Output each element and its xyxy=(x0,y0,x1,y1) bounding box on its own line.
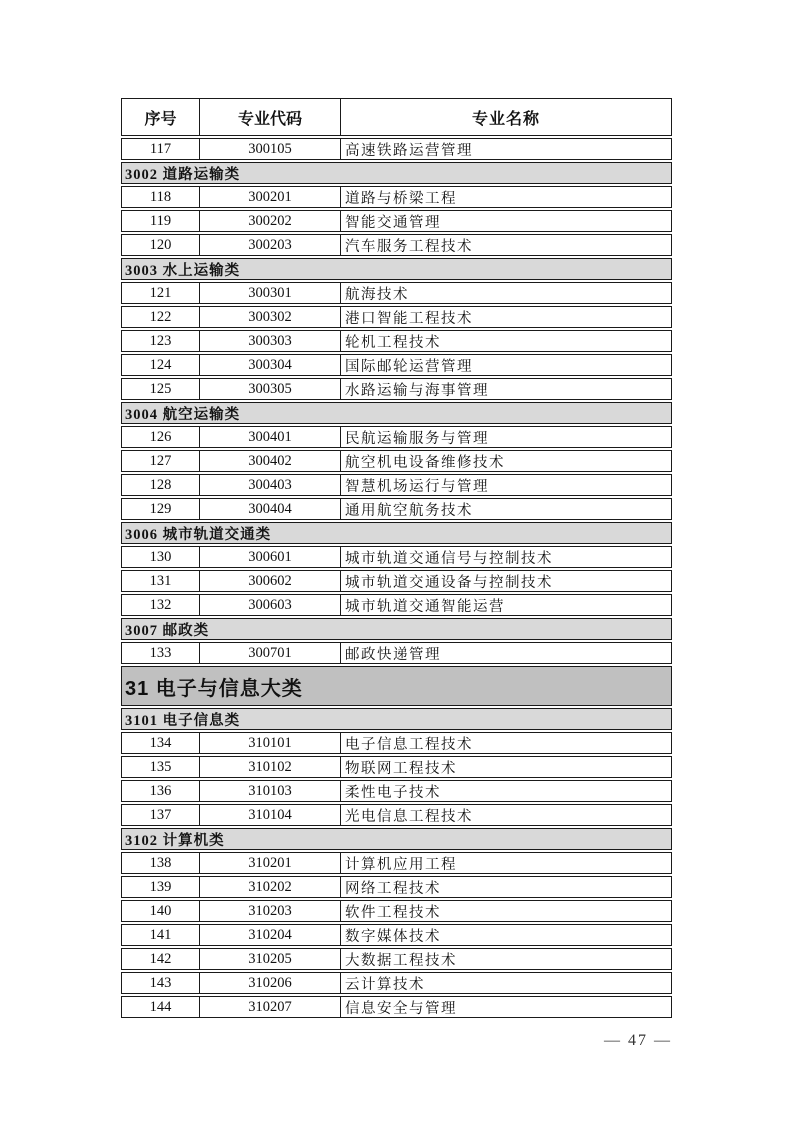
row-cell-no: 138 xyxy=(149,854,172,871)
row-cell-name: 民航运输服务与管理 xyxy=(345,430,489,447)
table-row xyxy=(121,876,672,898)
table-row xyxy=(121,594,672,616)
row-cell-name: 计算机应用工程 xyxy=(345,856,457,873)
row-cell-no: 120 xyxy=(149,236,172,253)
header-cell-name: 专业名称 xyxy=(471,110,540,128)
row-cell-name: 汽车服务工程技术 xyxy=(345,238,473,255)
row-cell-no: 131 xyxy=(149,572,172,589)
row-cell-code: 300105 xyxy=(199,139,341,159)
page-number: — 47 — xyxy=(604,1032,672,1049)
row-cell-no: 118 xyxy=(149,188,172,205)
row-cell-no: 137 xyxy=(149,806,172,823)
row-cell-code: 300301 xyxy=(199,283,341,303)
row-cell-code: 310103 xyxy=(199,781,341,801)
row-cell-code: 300701 xyxy=(199,643,341,663)
row-cell-name: 通用航空航务技术 xyxy=(345,502,473,519)
row-cell-name: 网络工程技术 xyxy=(345,880,441,897)
row-cell-no: 119 xyxy=(149,212,172,229)
majors-table xyxy=(121,98,672,1020)
row-cell-code: 310201 xyxy=(199,853,341,873)
row-cell-no: 144 xyxy=(149,998,172,1015)
table-row xyxy=(121,234,672,256)
table-row xyxy=(121,924,672,946)
table-row xyxy=(121,900,672,922)
row-cell-code: 300403 xyxy=(199,475,341,495)
category-header: 3003 水上运输类 xyxy=(121,258,672,280)
category-header: 3007 邮政类 xyxy=(121,618,672,640)
row-cell-no: 125 xyxy=(149,380,172,397)
row-cell-name: 柔性电子技术 xyxy=(345,784,441,801)
table-row xyxy=(121,426,672,448)
table-row xyxy=(121,732,672,754)
row-cell-no: 121 xyxy=(149,284,172,301)
row-cell-code: 310104 xyxy=(199,805,341,825)
row-cell-no: 124 xyxy=(149,356,172,373)
row-cell-no: 127 xyxy=(149,452,172,469)
row-cell-name: 港口智能工程技术 xyxy=(345,310,473,327)
table-body xyxy=(121,138,672,1018)
row-cell-name: 高速铁路运营管理 xyxy=(345,142,473,159)
row-cell-name: 国际邮轮运营管理 xyxy=(345,358,473,375)
header-cell-code: 专业代码 xyxy=(199,99,341,135)
row-cell-code: 300402 xyxy=(199,451,341,471)
row-cell-code: 300302 xyxy=(199,307,341,327)
row-cell-no: 129 xyxy=(149,500,172,517)
row-cell-code: 300601 xyxy=(199,547,341,567)
category-header: 3101 电子信息类 xyxy=(121,708,672,730)
row-cell-name: 城市轨道交通设备与控制技术 xyxy=(345,574,553,591)
row-cell-code: 300202 xyxy=(199,211,341,231)
row-cell-name: 信息安全与管理 xyxy=(345,1000,457,1017)
row-cell-no: 128 xyxy=(149,476,172,493)
table-row xyxy=(121,498,672,520)
row-cell-name: 航空机电设备维修技术 xyxy=(345,454,505,471)
row-cell-code: 310204 xyxy=(199,925,341,945)
row-cell-no: 134 xyxy=(149,734,172,751)
row-cell-code: 300203 xyxy=(199,235,341,255)
row-cell-no: 132 xyxy=(149,596,172,613)
row-cell-code: 300602 xyxy=(199,571,341,591)
row-cell-no: 142 xyxy=(149,950,172,967)
table-header-row xyxy=(121,98,672,136)
row-cell-name: 大数据工程技术 xyxy=(345,952,457,969)
row-cell-code: 300404 xyxy=(199,499,341,519)
table-row xyxy=(121,354,672,376)
row-cell-code: 300303 xyxy=(199,331,341,351)
row-cell-code: 310102 xyxy=(199,757,341,777)
row-cell-no: 136 xyxy=(149,782,172,799)
category-header: 3002 道路运输类 xyxy=(121,162,672,184)
table-row xyxy=(121,642,672,664)
table-row xyxy=(121,972,672,994)
row-cell-no: 135 xyxy=(149,758,172,775)
row-cell-name: 光电信息工程技术 xyxy=(345,808,473,825)
table-row xyxy=(121,306,672,328)
row-cell-code: 310207 xyxy=(199,997,341,1017)
row-cell-name: 软件工程技术 xyxy=(345,904,441,921)
table-row xyxy=(121,282,672,304)
row-cell-code: 300401 xyxy=(199,427,341,447)
row-cell-no: 133 xyxy=(149,644,172,661)
row-cell-no: 139 xyxy=(149,878,172,895)
row-cell-code: 310203 xyxy=(199,901,341,921)
row-cell-code: 300304 xyxy=(199,355,341,375)
row-cell-code: 310101 xyxy=(199,733,341,753)
table-row xyxy=(121,780,672,802)
row-cell-no: 117 xyxy=(149,140,172,157)
table-row xyxy=(121,852,672,874)
row-cell-name: 智能交通管理 xyxy=(345,214,441,231)
row-cell-name: 城市轨道交通智能运营 xyxy=(345,598,505,615)
table-row xyxy=(121,804,672,826)
category-header: 3102 计算机类 xyxy=(121,828,672,850)
table-row xyxy=(121,948,672,970)
category-header: 3004 航空运输类 xyxy=(121,402,672,424)
row-cell-code: 310205 xyxy=(199,949,341,969)
table-row xyxy=(121,330,672,352)
row-cell-code: 300603 xyxy=(199,595,341,615)
row-cell-code: 310202 xyxy=(199,877,341,897)
row-cell-no: 141 xyxy=(149,926,172,943)
table-row xyxy=(121,570,672,592)
row-cell-code: 300305 xyxy=(199,379,341,399)
row-cell-name: 航海技术 xyxy=(345,286,409,303)
table-row xyxy=(121,210,672,232)
row-cell-name: 水路运输与海事管理 xyxy=(345,382,489,399)
table-row xyxy=(121,450,672,472)
header-cell-no: 序号 xyxy=(144,110,177,128)
table-row xyxy=(121,186,672,208)
row-cell-name: 物联网工程技术 xyxy=(345,760,457,777)
major-category-header: 31 电子与信息大类 xyxy=(121,666,672,706)
category-header: 3006 城市轨道交通类 xyxy=(121,522,672,544)
table-row xyxy=(121,138,672,160)
row-cell-name: 智慧机场运行与管理 xyxy=(345,478,489,495)
row-cell-name: 邮政快递管理 xyxy=(345,646,441,663)
row-cell-name: 轮机工程技术 xyxy=(345,334,441,351)
row-cell-code: 310206 xyxy=(199,973,341,993)
row-cell-name: 道路与桥梁工程 xyxy=(345,190,457,207)
row-cell-no: 130 xyxy=(149,548,172,565)
row-cell-no: 122 xyxy=(149,308,172,325)
row-cell-no: 123 xyxy=(149,332,172,349)
row-cell-no: 143 xyxy=(149,974,172,991)
row-cell-no: 140 xyxy=(149,902,172,919)
row-cell-name: 云计算技术 xyxy=(345,976,425,993)
table-row xyxy=(121,378,672,400)
table-row xyxy=(121,756,672,778)
table-row xyxy=(121,996,672,1018)
row-cell-name: 电子信息工程技术 xyxy=(345,736,473,753)
row-cell-name: 城市轨道交通信号与控制技术 xyxy=(345,550,553,567)
table-row xyxy=(121,546,672,568)
row-cell-code: 300201 xyxy=(199,187,341,207)
table-row xyxy=(121,474,672,496)
row-cell-no: 126 xyxy=(149,428,172,445)
row-cell-name: 数字媒体技术 xyxy=(345,928,441,945)
